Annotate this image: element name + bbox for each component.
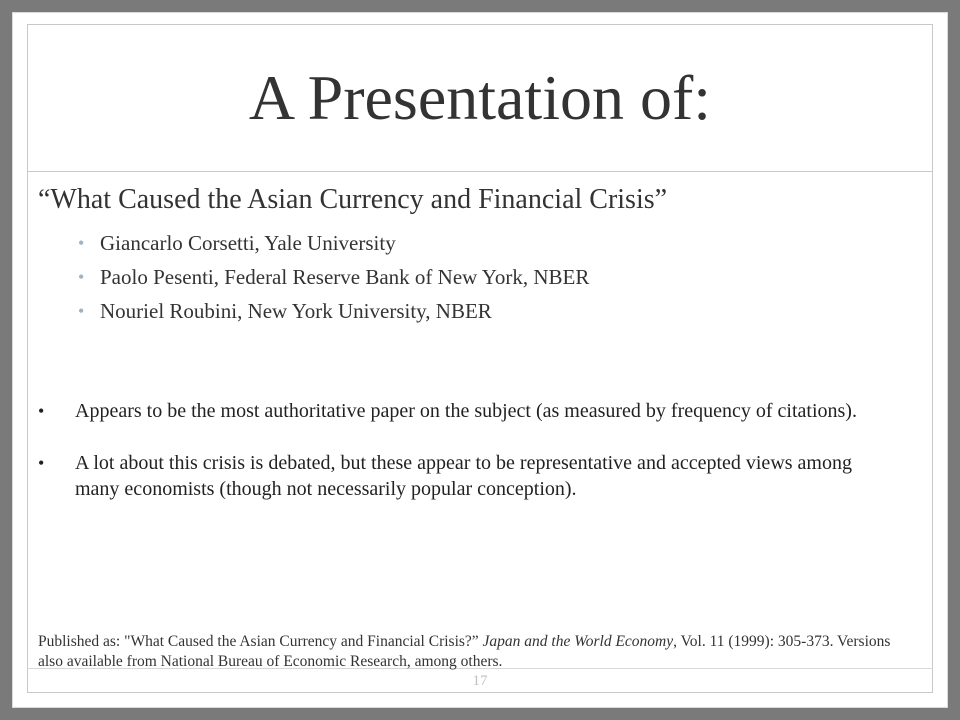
author-list (78, 226, 589, 328)
publication-prefix: Published as: "What Caused the Asian Currency and Financial Crisis?” (38, 633, 483, 650)
bullet-icon: • (78, 233, 85, 253)
publication-note (38, 632, 918, 672)
bullet-icon: • (38, 453, 45, 473)
key-point-text: Appears to be the most authoritative paper on the subject (as measured by frequency of citations). (75, 400, 857, 422)
publication-suffix: , Vol. 11 (1999): 305-373. Versions also available from National Bureau of Economic Research, among others. (38, 633, 891, 670)
key-point (38, 398, 898, 424)
slide-title: A Presentation of: (248, 62, 712, 133)
title-divider (27, 171, 933, 172)
bullet-icon: • (38, 401, 45, 421)
bullet-icon: • (78, 301, 85, 321)
author-item (78, 260, 589, 294)
key-points-list (38, 398, 898, 502)
author-name: Nouriel Roubini, New York University, NBER (100, 299, 492, 323)
key-point (38, 450, 898, 502)
paper-title: “What Caused the Asian Currency and Financial Crisis” (38, 184, 668, 215)
bullet-icon: • (78, 267, 85, 287)
key-point-text: A lot about this crisis is debated, but these appear to be representative and accepted views among many economists (though not necessarily popular conception). (75, 452, 852, 500)
author-item (78, 294, 589, 328)
author-name: Paolo Pesenti, Federal Reserve Bank of New York, NBER (100, 265, 590, 289)
author-name: Giancarlo Corsetti, Yale University (100, 231, 396, 255)
author-item (78, 226, 589, 260)
page-number: 17 (472, 673, 488, 689)
journal-name: Japan and the World Economy (482, 633, 674, 650)
